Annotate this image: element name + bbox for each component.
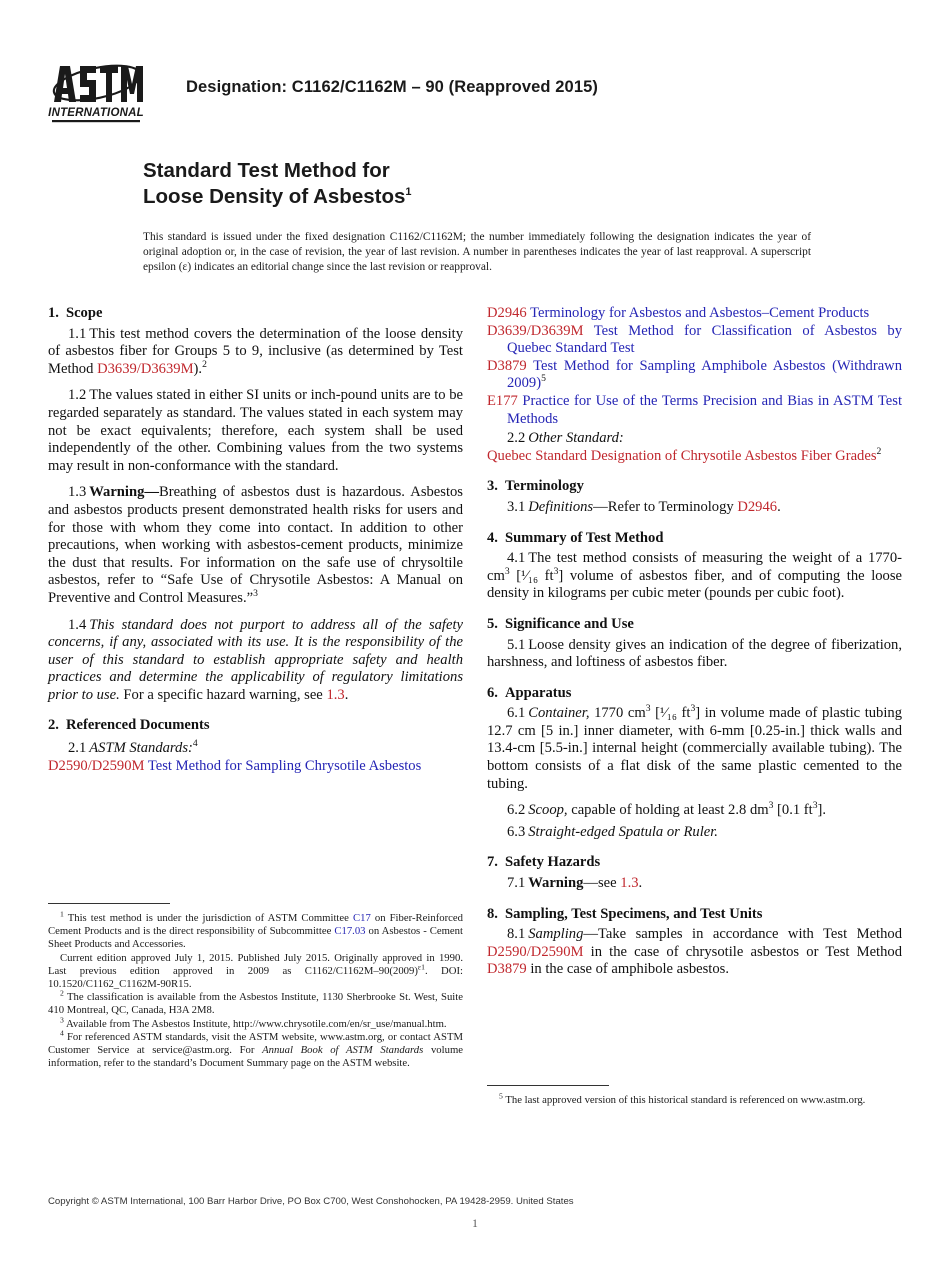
para-4-1-number: 4.1 (507, 550, 526, 567)
para-1-4-number: 1.4 (68, 616, 87, 633)
annual-book-italic: Annual Book of ASTM Standards (262, 1044, 424, 1057)
paragraph-5-1 (487, 637, 902, 672)
para-6-1-text-c: ] in volume made of plastic tubing 12.7 cm [5 in.] inner diameter, with 6-mm [0.25-in.] thick walls and 13.4-cm [5.5-in.] internal height (commercially available tubing). The bottom consists of a flat disk of the same plastic cemented to the tubing. (487, 705, 902, 792)
footnote-5-marker: 5 (499, 1091, 503, 1101)
paragraph-8-1 (487, 926, 902, 979)
reference-link-7-1[interactable]: 1.3 (620, 875, 639, 892)
section-heading-6 (487, 685, 902, 703)
right-column (487, 305, 902, 979)
list-item (487, 305, 902, 323)
para-4-1-text-b: [¹⁄₁₆ ft (509, 567, 554, 584)
scoop-label: Scoop, (528, 802, 568, 819)
section-3-title: Terminology (504, 478, 584, 495)
reference-designation-d2946[interactable]: D2946 (487, 305, 527, 321)
para-6-1-sup-2: 3 (690, 703, 696, 715)
section-heading-2 (48, 717, 463, 735)
footnote-3 (48, 1015, 463, 1031)
footnote-4-text-b: volume information, refer to the standard’s Document Summary page on the ASTM website. (48, 1044, 464, 1070)
title-line-1: Standard Test Method for (143, 159, 390, 182)
reference-link-d2946[interactable]: D2946 (737, 498, 778, 515)
para-8-1-text-c: in the case of amphibole asbestos. (526, 961, 729, 978)
section-heading-4 (487, 530, 902, 548)
section-1-title: Scope (65, 305, 103, 321)
reference-link-d3879[interactable]: D3879 (487, 961, 527, 978)
astm-standards-label: ASTM Standards: (89, 740, 193, 757)
footnote-separator-rule (48, 903, 170, 904)
para-6-1-number: 6.1 (507, 705, 526, 722)
footnote-separator-rule (487, 1085, 609, 1086)
astm-logo (48, 58, 144, 134)
para-6-2-sup-1: 3 (768, 800, 774, 812)
para-1-2-text: The values stated in either SI units or inch-pound units are to be regarded separately as standard. The values stated in each system may not be exact equivalents; therefore, each system shall be used independently of the other. Combining values from the two systems may result in non-conformance with the standard. (48, 387, 463, 474)
title-line-2-text: Loose Density of Asbestos (143, 185, 406, 208)
standard-preamble: This standard is issued under the fixed designation C1162/C1162M; the number immediately following the designation indicates the year of original adoption or, in the case of revision, the year of last revision. A number in parentheses indicates the year of last reapproval. A superscript epsilon (ε) indicates an editorial change since the last revision or reapproval. (143, 231, 811, 274)
reference-designation-d2590[interactable]: D2590/D2590M (48, 757, 145, 774)
reference-designation-e177[interactable]: E177 (487, 392, 518, 409)
para-5-1-text: Loose density gives an indication of the degree of fiberization, harshness, and loftiness of asbestos fiber. (487, 636, 902, 671)
standard-title (143, 158, 843, 210)
paragraph-1-3 (48, 475, 463, 607)
para-6-1-text-b: [¹⁄₁₆ ft (650, 705, 691, 722)
para-4-1-text-c: ] volume of asbestos fiber, and of computing the loose density in kilograms per cubic meter (pounds per cubic foot). (487, 567, 902, 602)
container-label: Container, (528, 705, 590, 722)
para-1-4-italic-text: This standard does not purport to address all of the safety concerns, if any, associated with its use. It is the responsibility of the user of this standard to establish appropriate safety and health practices and determine the applicability of regulatory limitations prior to use. (48, 616, 463, 703)
reference-title-d2946[interactable]: Terminology for Asbestos and Asbestos–Cement Products (530, 305, 870, 321)
subsection-2-1-heading (48, 738, 463, 758)
para-2-1-footnote-marker: 4 (192, 738, 198, 750)
para-8-1-number: 8.1 (507, 926, 526, 943)
para-7-1-number: 7.1 (507, 875, 526, 892)
reference-link-d3639[interactable]: D3639/D3639M (97, 360, 194, 377)
warning-label-7-1: Warning (528, 875, 584, 892)
definitions-label: Definitions (528, 498, 594, 515)
para-8-1-text-b: in the case of chrysotile asbestos or Test Method (583, 943, 902, 960)
footnote-2 (48, 988, 463, 1017)
edition-epsilon-marker: ε1 (417, 962, 425, 972)
reference-title-d2590[interactable]: Test Method for Sampling Chrysotile Asbestos (147, 757, 422, 774)
sampling-label: Sampling (528, 926, 584, 943)
list-item (48, 758, 463, 776)
para-1-3-footnote-marker: 3 (253, 588, 258, 600)
list-item (487, 445, 902, 466)
section-heading-8 (487, 906, 902, 924)
paragraph-1-2 (48, 378, 463, 475)
reference-title-e177[interactable]: Practice for Use of the Terms Precision and Bias in ASTM Test Methods (507, 392, 902, 427)
edition-text-b: . DOI: 10.1520/C1162_C1162M-90R15. (48, 964, 463, 991)
subcommittee-link-c1703[interactable]: C17.03 (334, 925, 366, 938)
logo-international-text: INTERNATIONAL (48, 107, 144, 119)
para-1-1-text-b: ). (193, 360, 203, 377)
para-8-1-text-a: —Take samples in accordance with Test Method (583, 926, 902, 943)
paragraph-6-3 (487, 820, 902, 842)
footnote-1-text-c: on Asbestos - Cement Sheet Products and Accessories. (48, 925, 463, 951)
para-3-1-text-a: —Refer to Terminology (593, 498, 738, 515)
section-2-title: Referenced Documents (65, 717, 210, 734)
section-4-title: Summary of Test Method (504, 529, 664, 546)
para-6-2-number: 6.2 (507, 802, 526, 819)
section-4-number: 4. (487, 529, 498, 546)
footnote-2-marker: 2 (60, 988, 64, 998)
footnote-1-text-b: on Fiber-Reinforced Cement Products and is the direct responsibility of Subcommittee (48, 912, 463, 938)
designation-line: Designation: C1162/C1162M – 90 (Reapproved 2015) (186, 78, 598, 96)
section-7-number: 7. (487, 854, 498, 871)
para-1-4-text-b: . (344, 686, 349, 703)
paragraph-6-1 (487, 705, 902, 793)
paragraph-1-1 (48, 326, 463, 379)
reference-d3879-footnote-marker: 5 (541, 373, 546, 385)
reference-designation-d3879[interactable]: D3879 (487, 357, 527, 374)
section-2-number: 2. (48, 717, 59, 734)
para-1-1-number: 1.1 (68, 325, 87, 342)
footnote-2-text: The classification is available from the Asbestos Institute, 1130 Sherbrooke St. West, Suite 410 Montreal, QC, Canada, H3A 2M8. (48, 991, 463, 1017)
footnote-4 (48, 1028, 464, 1071)
para-3-1-text-b: . (777, 498, 781, 515)
para-7-1-text-b: . (638, 875, 643, 892)
paragraph-4-1 (487, 550, 902, 603)
other-standard-label: Other Standard: (528, 430, 624, 447)
footnote-1-marker: 1 (60, 909, 64, 919)
footnotes-right-column (487, 1085, 902, 1107)
section-heading-5 (487, 616, 902, 634)
footnote-1 (48, 909, 463, 952)
page-header (48, 58, 908, 142)
section-heading-1 (48, 305, 463, 323)
list-item (487, 393, 902, 428)
footnotes-left-column (48, 903, 463, 1070)
reference-title-d3639[interactable]: Test Method for Classification of Asbestos by Quebec Standard Test (507, 322, 902, 357)
title-line-2 (143, 184, 843, 210)
reference-quebec-footnote-marker: 2 (876, 445, 882, 457)
edition-text-a: Current edition approved July 1, 2015. Published July 2015. Originally approved in 1990. Last previous edition approved in 2009 as C1162/C1162M–90(2009) (48, 951, 463, 977)
section-7-title: Safety Hazards (504, 854, 601, 871)
para-4-1-text-a: The test method consists of measuring the weight of a 1770-cm (487, 550, 902, 584)
para-1-3-text: Breathing of asbestos dust is hazardous. Asbestos and asbestos products present demonstrated health risks for users and for those with whom they come into contact. In addition to other precautions, when working with asbestos-cement products, minimize the dust that results. For information on the safe use of chrysoltile asbestos, refer to “Safe Use of Chrysotile Asbestos: A Manual on Preventive and Control Measures.” (48, 484, 463, 606)
para-5-1-number: 5.1 (507, 636, 526, 653)
para-1-1-footnote-marker: 2 (202, 358, 207, 370)
reference-list-right (487, 305, 902, 428)
copyright-notice: Copyright © ASTM International, 100 Barr Harbor Drive, PO Box C700, West Conshohocken, PA 19428-2959. United States (48, 1196, 574, 1207)
para-2-2-number: 2.2 (507, 430, 526, 447)
section-8-number: 8. (487, 905, 498, 922)
title-footnote-marker: 1 (405, 186, 412, 199)
para-2-1-number: 2.1 (68, 740, 87, 757)
section-5-number: 5. (487, 615, 498, 632)
para-6-3-number: 6.3 (507, 823, 526, 840)
para-1-2-number: 1.2 (68, 387, 87, 404)
subsection-2-2-heading (487, 428, 902, 448)
section-3-number: 3. (487, 478, 498, 495)
para-1-1-text-a: This test method covers the determination of the loose density of asbestos fiber for Groups 5 to 9, inclusive (as determined by Test Method (48, 325, 463, 377)
footnote-5 (487, 1091, 902, 1107)
section-1-number: 1. (48, 305, 59, 321)
para-6-1-text-a: 1770 cm (589, 705, 646, 722)
para-3-1-number: 3.1 (507, 498, 526, 515)
footnote-1-edition-info (48, 952, 463, 992)
section-6-title: Apparatus (504, 684, 572, 701)
reference-designation-d3639[interactable]: D3639/D3639M (487, 322, 584, 339)
spatula-label: Straight-edged Spatula or Ruler. (528, 823, 718, 840)
para-6-2-text-b: [0.1 ft (773, 802, 813, 819)
para-6-2-sup-2: 3 (812, 800, 818, 812)
section-8-title: Sampling, Test Specimens, and Test Units (504, 905, 763, 922)
footnote-1-text-a: This test method is under the jurisdiction of ASTM Committee (67, 912, 353, 924)
para-6-1-sup-1: 3 (645, 703, 651, 715)
paragraph-3-1 (487, 499, 902, 517)
paragraph-6-2 (487, 793, 902, 820)
reference-quebec-standard[interactable]: Quebec Standard Designation of Chrysotile Asbestos Fiber Grades (487, 447, 877, 464)
footnote-4-marker: 4 (60, 1028, 64, 1038)
reference-title-d3879[interactable]: Test Method for Sampling Amphibole Asbestos (Withdrawn 2009) (507, 357, 903, 392)
paragraph-1-4 (48, 608, 463, 705)
footnote-4-text-a: For referenced ASTM standards, visit the ASTM website, www.astm.org, or contact ASTM Customer Service at service@astm.org. For (48, 1030, 463, 1057)
warning-label-1-3: Warning— (89, 484, 159, 501)
footnote-3-marker: 3 (60, 1015, 64, 1025)
section-heading-7 (487, 854, 902, 872)
footnote-5-text: The last approved version of this historical standard is referenced on www.astm.org. (505, 1094, 866, 1106)
section-5-title: Significance and Use (504, 615, 634, 632)
section-6-number: 6. (487, 684, 498, 701)
other-standard-list (487, 445, 902, 466)
paragraph-7-1 (487, 875, 902, 893)
left-column (48, 305, 463, 775)
para-4-1-sup-2: 3 (553, 565, 559, 577)
para-7-1-text-a: —see (583, 875, 621, 892)
para-6-2-text-c: ]. (817, 802, 827, 819)
reference-list-left (48, 758, 463, 776)
para-4-1-sup-1: 3 (504, 565, 510, 577)
reference-link-1-3[interactable]: 1.3 (326, 686, 345, 703)
section-heading-3 (487, 478, 902, 496)
reference-link-d2590[interactable]: D2590/D2590M (487, 943, 584, 960)
committee-link-c17[interactable]: C17 (352, 912, 371, 924)
list-item (487, 358, 902, 393)
para-1-3-number: 1.3 (68, 484, 87, 501)
list-item (487, 323, 902, 358)
para-6-2-text-a: capable of holding at least 2.8 dm (567, 802, 769, 819)
page-number: 1 (472, 1218, 478, 1230)
para-1-4-text-a: For a specific hazard warning, see (119, 686, 327, 703)
footnote-3-text: Available from The Asbestos Institute, http://www.chrysotile.com/en/sr_use/manual.htm. (65, 1017, 447, 1030)
